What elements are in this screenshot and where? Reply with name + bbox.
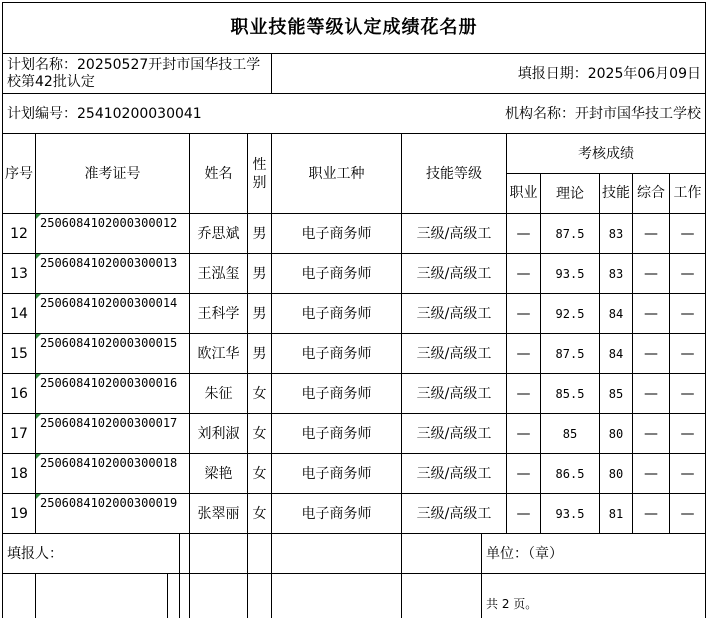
- cell-marker-icon: [36, 334, 41, 339]
- plan-number: 计划编号：25410200030041: [2, 94, 302, 134]
- work-score-cell-text: —: [680, 225, 695, 242]
- header-job: 职业工种: [272, 134, 402, 214]
- header-seq: 序号: [2, 134, 36, 214]
- theory-score-cell: [541, 414, 600, 454]
- ethics-score-cell-text: —: [516, 345, 531, 362]
- ethics-score-cell-text: —: [516, 265, 531, 282]
- skill-score-cell-text: 84: [608, 346, 624, 361]
- header-theory: 理论: [541, 174, 600, 214]
- skill-score-cell-text: 80: [608, 466, 624, 481]
- job-cell-text: 电子商务师: [301, 305, 372, 322]
- gender-cell-text: 女: [252, 425, 267, 442]
- ethics-score-cell: [507, 374, 541, 414]
- header-cert: 准考证号: [36, 134, 190, 214]
- level-cell-text: 三级/高级工: [416, 345, 492, 362]
- footer-blank-cell: [402, 534, 482, 574]
- seq-cell-text: 14: [10, 305, 28, 322]
- seq-cell-text: 19: [10, 505, 28, 522]
- work-score-cell: [670, 494, 706, 534]
- gender-cell-text: 女: [252, 505, 267, 522]
- gender-cell: [248, 374, 272, 414]
- footer-blank-cell: [670, 534, 706, 574]
- skill-score-cell: [600, 374, 633, 414]
- cell-marker-icon: [36, 254, 41, 259]
- ethics-score-cell-text: —: [516, 385, 531, 402]
- cert-cell: [36, 254, 190, 294]
- seq-cell: [2, 294, 36, 334]
- seq-cell: [2, 374, 36, 414]
- job-cell: [272, 414, 402, 454]
- skill-score-cell: [600, 494, 633, 534]
- name-cell: [190, 294, 248, 334]
- plan-name: 计划名称：20250527开封市国华技工学校第42批认定: [2, 54, 272, 94]
- gender-cell-text: 女: [252, 465, 267, 482]
- general-score-cell: [633, 414, 670, 454]
- footer-blank-cell: [168, 534, 180, 574]
- cert-cell-text: 2506084102000300017: [40, 416, 178, 430]
- cert-cell: [36, 494, 190, 534]
- cert-cell: [36, 334, 190, 374]
- cert-cell-text: 2506084102000300015: [40, 336, 178, 350]
- skill-score-cell-text: 81: [608, 506, 624, 521]
- gender-cell-text: 男: [252, 305, 267, 322]
- cert-cell-text: 2506084102000300013: [40, 256, 178, 270]
- general-score-cell: [633, 494, 670, 534]
- work-score-cell-text: —: [680, 385, 695, 402]
- skill-score-cell: [600, 254, 633, 294]
- cert-cell: [36, 214, 190, 254]
- cert-cell: [36, 294, 190, 334]
- header-general: 综合: [633, 174, 670, 214]
- name-cell: [190, 334, 248, 374]
- work-score-cell: [670, 254, 706, 294]
- gender-cell-text: 男: [252, 345, 267, 362]
- gender-cell: [248, 454, 272, 494]
- theory-score-cell-text: 93.5: [555, 506, 585, 521]
- work-score-cell: [670, 334, 706, 374]
- level-cell: [402, 334, 507, 374]
- skill-score-cell-text: 84: [608, 306, 624, 321]
- ethics-score-cell-text: —: [516, 225, 531, 242]
- ethics-score-cell-text: —: [516, 425, 531, 442]
- name-cell-text: 刘利淑: [197, 425, 240, 442]
- footer-blank-cell: [402, 574, 482, 618]
- level-cell-text: 三级/高级工: [416, 385, 492, 402]
- reporter-label: 填报人：: [2, 534, 168, 574]
- level-cell-text: 三级/高级工: [416, 425, 492, 442]
- job-cell: [272, 254, 402, 294]
- theory-score-cell-text: 85: [562, 426, 578, 441]
- level-cell: [402, 294, 507, 334]
- theory-score-cell: [541, 454, 600, 494]
- footer-blank-cell: [248, 574, 272, 618]
- gender-cell: [248, 494, 272, 534]
- header-ethics: 职业: [507, 174, 541, 214]
- theory-score-cell: [541, 334, 600, 374]
- cell-marker-icon: [36, 294, 41, 299]
- ethics-score-cell-text: —: [516, 465, 531, 482]
- job-cell-text: 电子商务师: [301, 265, 372, 282]
- name-cell-text: 张翠丽: [197, 505, 240, 522]
- seq-cell: [2, 214, 36, 254]
- work-score-cell: [670, 414, 706, 454]
- footer-blank-cell: [36, 574, 168, 618]
- cert-cell-text: 2506084102000300019: [40, 496, 178, 510]
- name-cell-text: 欧江华: [197, 345, 240, 362]
- seq-cell: [2, 494, 36, 534]
- theory-score-cell: [541, 214, 600, 254]
- footer-blank-cell: [190, 534, 248, 574]
- gender-cell: [248, 214, 272, 254]
- ethics-score-cell: [507, 494, 541, 534]
- gender-cell: [248, 254, 272, 294]
- header-scores: 考核成绩: [507, 134, 706, 174]
- cell-marker-icon: [36, 214, 41, 219]
- seq-cell-text: 13: [10, 265, 28, 282]
- cert-cell: [36, 454, 190, 494]
- seq-cell-text: 16: [10, 385, 28, 402]
- gender-cell: [248, 414, 272, 454]
- name-cell: [190, 374, 248, 414]
- job-cell: [272, 334, 402, 374]
- cert-cell: [36, 374, 190, 414]
- skill-score-cell: [600, 334, 633, 374]
- header-name: 姓名: [190, 134, 248, 214]
- general-score-cell: [633, 214, 670, 254]
- work-score-cell-text: —: [680, 505, 695, 522]
- work-score-cell: [670, 294, 706, 334]
- roster-title: 职业技能等级认定成绩花名册: [2, 2, 706, 54]
- fill-date: 填报日期：2025年06月09日: [272, 54, 706, 94]
- gender-cell-text: 女: [252, 385, 267, 402]
- skill-score-cell-text: 83: [608, 226, 624, 241]
- cert-cell-text: 2506084102000300012: [40, 216, 178, 230]
- work-score-cell-text: —: [680, 305, 695, 322]
- unit-seal-label: 单位：（章）: [482, 534, 670, 574]
- gender-cell-text: 男: [252, 265, 267, 282]
- footer-blank-cell: [2, 574, 36, 618]
- theory-score-cell: [541, 254, 600, 294]
- skill-score-cell-text: 83: [608, 266, 624, 281]
- work-score-cell-text: —: [680, 265, 695, 282]
- name-cell-text: 朱征: [204, 385, 233, 402]
- cell-marker-icon: [36, 494, 41, 499]
- skill-score-cell: [600, 454, 633, 494]
- ethics-score-cell-text: —: [516, 505, 531, 522]
- seq-cell: [2, 334, 36, 374]
- name-cell: [190, 414, 248, 454]
- header-skill: 技能: [600, 174, 633, 214]
- job-cell-text: 电子商务师: [301, 345, 372, 362]
- theory-score-cell: [541, 374, 600, 414]
- cell-marker-icon: [36, 374, 41, 379]
- general-score-cell-text: —: [644, 425, 658, 442]
- level-cell: [402, 414, 507, 454]
- footer-blank-cell: [190, 574, 248, 618]
- theory-score-cell-text: 93.5: [555, 266, 585, 281]
- work-score-cell-text: —: [680, 345, 695, 362]
- header-gender: 性别: [248, 134, 272, 214]
- skill-score-cell: [600, 414, 633, 454]
- footer-blank-cell: [180, 574, 190, 618]
- skill-score-cell: [600, 214, 633, 254]
- work-score-cell-text: —: [680, 425, 695, 442]
- level-cell-text: 三级/高级工: [416, 505, 492, 522]
- level-cell-text: 三级/高级工: [416, 305, 492, 322]
- theory-score-cell: [541, 494, 600, 534]
- skill-score-cell: [600, 294, 633, 334]
- level-cell: [402, 454, 507, 494]
- general-score-cell-text: —: [644, 465, 658, 482]
- level-cell: [402, 214, 507, 254]
- footer-blank-cell: [248, 534, 272, 574]
- level-cell-text: 三级/高级工: [416, 265, 492, 282]
- gender-cell: [248, 334, 272, 374]
- general-score-cell: [633, 454, 670, 494]
- name-cell-text: 乔思斌: [197, 225, 240, 242]
- job-cell: [272, 374, 402, 414]
- theory-score-cell: [541, 294, 600, 334]
- general-score-cell-text: —: [644, 385, 658, 402]
- footer-blank-cell: [272, 574, 402, 618]
- cert-cell-text: 2506084102000300018: [40, 456, 178, 470]
- level-cell: [402, 254, 507, 294]
- name-cell-text: 王泓玺: [197, 265, 240, 282]
- seq-cell: [2, 414, 36, 454]
- ethics-score-cell: [507, 454, 541, 494]
- header-work: 工作: [670, 174, 706, 214]
- job-cell: [272, 214, 402, 254]
- job-cell-text: 电子商务师: [301, 425, 372, 442]
- seq-cell: [2, 454, 36, 494]
- footer-blank-cell: [272, 534, 402, 574]
- gender-cell: [248, 294, 272, 334]
- name-cell-text: 王科学: [197, 305, 240, 322]
- job-cell: [272, 294, 402, 334]
- general-score-cell-text: —: [644, 505, 658, 522]
- job-cell-text: 电子商务师: [301, 385, 372, 402]
- job-cell-text: 电子商务师: [301, 505, 372, 522]
- level-cell-text: 三级/高级工: [416, 225, 492, 242]
- seq-cell-text: 12: [10, 225, 28, 242]
- cert-cell: [36, 414, 190, 454]
- theory-score-cell-text: 92.5: [555, 306, 585, 321]
- ethics-score-cell: [507, 254, 541, 294]
- work-score-cell: [670, 214, 706, 254]
- seq-cell-text: 18: [10, 465, 28, 482]
- ethics-score-cell-text: —: [516, 305, 531, 322]
- header-level: 技能等级: [402, 134, 507, 214]
- seq-cell-text: 17: [10, 425, 28, 442]
- general-score-cell-text: —: [644, 265, 658, 282]
- name-cell-text: 梁艳: [204, 465, 233, 482]
- footer-blank-cell: [168, 574, 180, 618]
- job-cell: [272, 454, 402, 494]
- name-cell: [190, 454, 248, 494]
- ethics-score-cell: [507, 334, 541, 374]
- level-cell-text: 三级/高级工: [416, 465, 492, 482]
- general-score-cell-text: —: [644, 305, 658, 322]
- ethics-score-cell: [507, 294, 541, 334]
- name-cell: [190, 214, 248, 254]
- theory-score-cell-text: 87.5: [555, 226, 585, 241]
- job-cell-text: 电子商务师: [301, 465, 372, 482]
- cert-cell-text: 2506084102000300016: [40, 376, 178, 390]
- name-cell: [190, 254, 248, 294]
- level-cell: [402, 494, 507, 534]
- general-score-cell: [633, 294, 670, 334]
- theory-score-cell-text: 86.5: [555, 466, 585, 481]
- theory-score-cell-text: 85.5: [555, 386, 585, 401]
- skill-score-cell-text: 85: [608, 386, 624, 401]
- cell-marker-icon: [36, 454, 41, 459]
- seq-cell-text: 15: [10, 345, 28, 362]
- name-cell: [190, 494, 248, 534]
- cert-cell-text: 2506084102000300014: [40, 296, 178, 310]
- cell-marker-icon: [36, 414, 41, 419]
- ethics-score-cell: [507, 414, 541, 454]
- theory-score-cell-text: 87.5: [555, 346, 585, 361]
- org-name: 机构名称：开封市国华技工学校: [302, 94, 706, 134]
- ethics-score-cell: [507, 214, 541, 254]
- general-score-cell: [633, 254, 670, 294]
- work-score-cell: [670, 454, 706, 494]
- job-cell-text: 电子商务师: [301, 225, 372, 242]
- work-score-cell: [670, 374, 706, 414]
- general-score-cell-text: —: [644, 345, 658, 362]
- general-score-cell-text: —: [644, 225, 658, 242]
- footer-blank-cell: [180, 534, 190, 574]
- seq-cell: [2, 254, 36, 294]
- gender-cell-text: 男: [252, 225, 267, 242]
- work-score-cell-text: —: [680, 465, 695, 482]
- general-score-cell: [633, 374, 670, 414]
- level-cell: [402, 374, 507, 414]
- general-score-cell: [633, 334, 670, 374]
- job-cell: [272, 494, 402, 534]
- page-count: 共 2 页。: [482, 574, 706, 618]
- skill-score-cell-text: 80: [608, 426, 624, 441]
